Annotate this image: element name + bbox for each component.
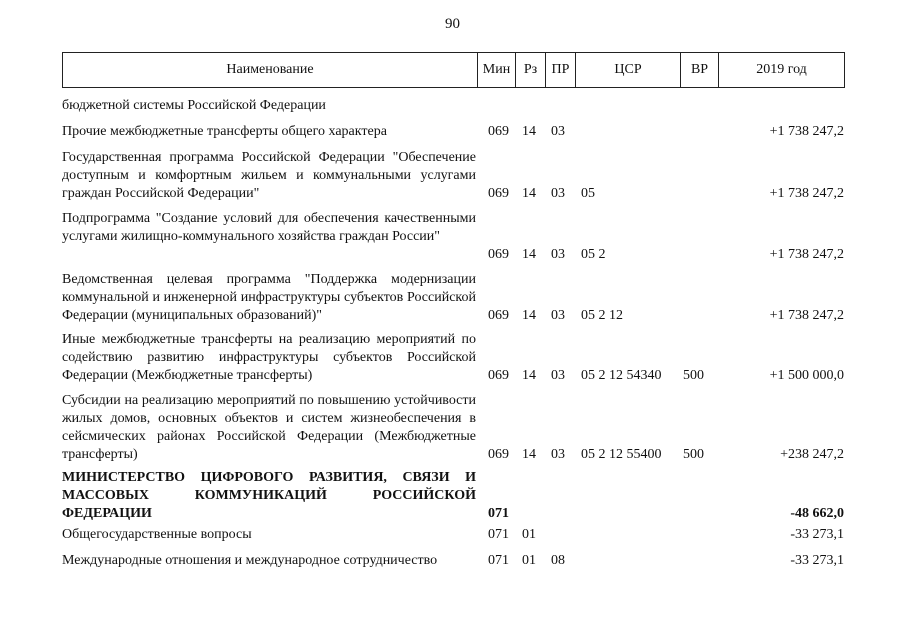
row-csr: 05 2 12 55400 <box>581 447 662 462</box>
header-year: 2019 год <box>719 53 845 88</box>
row-name: Подпрограмма "Создание условий для обеспечения качественными услугами жилищно-коммунального хозяйства граждан России" <box>62 211 476 244</box>
table-header <box>62 52 845 88</box>
header-name: Наименование <box>63 53 478 88</box>
continuation-text: бюджетной системы Российской Федерации <box>62 98 326 113</box>
row-min: 069 <box>488 186 509 201</box>
row-name: Ведомственная целевая программа "Поддержка модернизации коммунальной и инженерной инфраструктуры субъектов Российской Федерации (муниципальных образований)" <box>62 272 476 323</box>
row-rz: 01 <box>522 527 536 542</box>
row-pr: 03 <box>551 186 565 201</box>
row-name: МИНИСТЕРСТВО ЦИФРОВОГО РАЗВИТИЯ, СВЯЗИ И МАССОВЫХ КОММУНИКАЦИЙ РОССИЙСКОЙ ФЕДЕРАЦИИ <box>62 470 476 521</box>
row-pr: 03 <box>551 368 565 383</box>
table-row <box>0 469 905 523</box>
page-number: 90 <box>445 16 460 32</box>
row-rz: 01 <box>522 553 536 568</box>
table-row <box>0 392 905 464</box>
row-min: 069 <box>488 124 509 139</box>
row-amount: +1 738 247,2 <box>769 308 844 323</box>
row-min: 069 <box>488 447 509 462</box>
row-min: 071 <box>488 553 509 568</box>
row-pr: 03 <box>551 124 565 139</box>
header-csr: ЦСР <box>576 53 681 88</box>
row-amount: -33 273,1 <box>790 527 844 542</box>
header-rz: Рз <box>516 53 546 88</box>
table-row <box>0 526 905 544</box>
continuation-row <box>0 97 905 115</box>
row-name: Иные межбюджетные трансферты на реализацию мероприятий по содействию развитию инфраструктуры субъектов Российской Федерации (Межбюджетные трансферты) <box>62 332 476 383</box>
row-csr: 05 <box>581 186 595 201</box>
row-min: 071 <box>488 506 509 521</box>
row-vr: 500 <box>683 368 704 383</box>
row-min: 069 <box>488 308 509 323</box>
row-rz: 14 <box>522 124 536 139</box>
row-min: 071 <box>488 527 509 542</box>
table-row <box>0 271 905 325</box>
row-name: Международные отношения и международное сотрудничество <box>62 553 438 568</box>
row-pr: 08 <box>551 553 565 568</box>
row-name: Прочие межбюджетные трансферты общего характера <box>62 124 387 139</box>
row-name: Государственная программа Российской Федерации "Обеспечение доступным и комфортным жильем и коммунальными услугами граждан Российской Федерации" <box>62 150 476 201</box>
row-pr: 03 <box>551 247 565 262</box>
row-min: 069 <box>488 368 509 383</box>
row-rz: 14 <box>522 447 536 462</box>
row-amount: -33 273,1 <box>790 553 844 568</box>
row-csr: 05 2 12 <box>581 308 623 323</box>
table-row <box>0 123 905 141</box>
row-rz: 14 <box>522 247 536 262</box>
row-pr: 03 <box>551 447 565 462</box>
row-min: 069 <box>488 247 509 262</box>
row-name: Субсидии на реализацию мероприятий по повышению устойчивости жилых домов, основных объектов и систем жизнеобеспечения в сейсмических районах Российской Федерации (Межбюджетные трансферты) <box>62 393 476 462</box>
row-amount: +1 500 000,0 <box>769 368 844 383</box>
row-rz: 14 <box>522 308 536 323</box>
row-vr: 500 <box>683 447 704 462</box>
header-vr: ВР <box>681 53 719 88</box>
row-amount: +238 247,2 <box>780 447 844 462</box>
row-amount: +1 738 247,2 <box>769 247 844 262</box>
header-pr: ПР <box>546 53 576 88</box>
table-row <box>0 552 905 570</box>
row-csr: 05 2 12 54340 <box>581 368 662 383</box>
table-row <box>0 149 905 203</box>
row-amount: +1 738 247,2 <box>769 124 844 139</box>
row-rz: 14 <box>522 368 536 383</box>
header-min: Мин <box>478 53 516 88</box>
row-csr: 05 2 <box>581 247 606 262</box>
table-row <box>0 210 905 264</box>
row-rz: 14 <box>522 186 536 201</box>
row-amount: -48 662,0 <box>790 506 844 521</box>
row-amount: +1 738 247,2 <box>769 186 844 201</box>
row-name: Общегосударственные вопросы <box>62 527 252 542</box>
table-row <box>0 331 905 385</box>
row-pr: 03 <box>551 308 565 323</box>
